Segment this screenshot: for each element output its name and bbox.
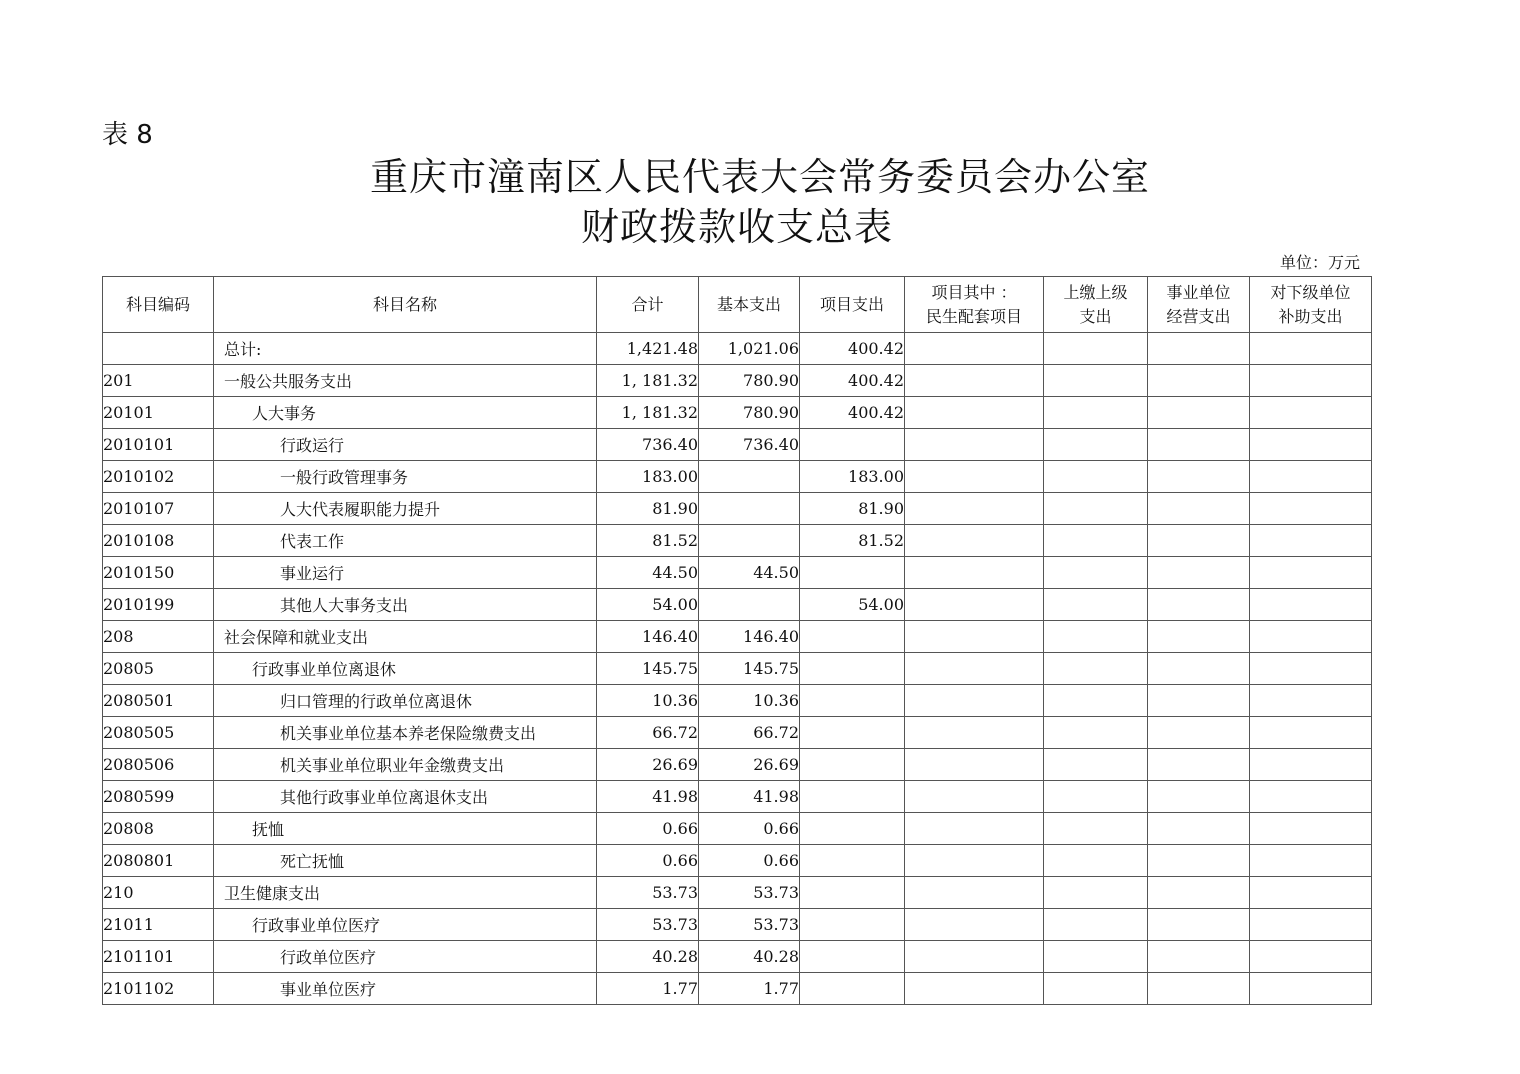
cell-total: 183.00 xyxy=(597,461,699,493)
cell-upper xyxy=(1044,973,1148,1005)
cell-code: 20805 xyxy=(103,653,214,685)
cell-total: 0.66 xyxy=(597,813,699,845)
cell-subsidy xyxy=(1250,525,1372,557)
cell-project xyxy=(800,941,905,973)
cell-total: 54.00 xyxy=(597,589,699,621)
cell-business xyxy=(1148,397,1250,429)
cell-subsidy xyxy=(1250,493,1372,525)
table-row xyxy=(103,621,1372,653)
cell-business xyxy=(1148,685,1250,717)
cell-total: 26.69 xyxy=(597,749,699,781)
cell-code: 2080505 xyxy=(103,717,214,749)
cell-upper xyxy=(1044,525,1148,557)
cell-total: 53.73 xyxy=(597,909,699,941)
cell-upper xyxy=(1044,845,1148,877)
cell-livelihood xyxy=(905,493,1044,525)
cell-project: 400.42 xyxy=(800,397,905,429)
cell-subsidy xyxy=(1250,973,1372,1005)
cell-business xyxy=(1148,493,1250,525)
cell-livelihood xyxy=(905,397,1044,429)
cell-upper xyxy=(1044,461,1148,493)
cell-livelihood xyxy=(905,813,1044,845)
cell-basic xyxy=(699,525,800,557)
table-row xyxy=(103,397,1372,429)
cell-upper xyxy=(1044,685,1148,717)
cell-upper xyxy=(1044,653,1148,685)
cell-name: 行政单位医疗 xyxy=(214,941,597,973)
table-row xyxy=(103,653,1372,685)
cell-code: 2010199 xyxy=(103,589,214,621)
page-title: 重庆市潼南区人民代表大会常务委员会办公室 xyxy=(369,155,1150,199)
cell-name: 人大代表履职能力提升 xyxy=(214,493,597,525)
header-upper-line2: 支出 xyxy=(1079,306,1112,326)
cell-name: 行政运行 xyxy=(214,429,597,461)
cell-basic xyxy=(699,589,800,621)
cell-livelihood xyxy=(905,781,1044,813)
table-row xyxy=(103,717,1372,749)
cell-name: 一般公共服务支出 xyxy=(214,365,597,397)
cell-name: 其他人大事务支出 xyxy=(214,589,597,621)
cell-total: 40.28 xyxy=(597,941,699,973)
cell-business xyxy=(1148,429,1250,461)
cell-livelihood xyxy=(905,845,1044,877)
cell-livelihood xyxy=(905,877,1044,909)
table-row xyxy=(103,813,1372,845)
cell-name: 抚恤 xyxy=(214,813,597,845)
header-code: 科目编码 xyxy=(103,277,214,333)
cell-name: 死亡抚恤 xyxy=(214,845,597,877)
cell-project xyxy=(800,781,905,813)
cell-basic: 26.69 xyxy=(699,749,800,781)
cell-upper xyxy=(1044,877,1148,909)
cell-name: 卫生健康支出 xyxy=(214,877,597,909)
cell-livelihood xyxy=(905,717,1044,749)
cell-upper xyxy=(1044,589,1148,621)
cell-project xyxy=(800,813,905,845)
cell-subsidy xyxy=(1250,941,1372,973)
header-subsidy xyxy=(1250,277,1372,333)
header-name: 科目名称 xyxy=(214,277,597,333)
header-row xyxy=(103,277,1372,333)
cell-total: 41.98 xyxy=(597,781,699,813)
table-row xyxy=(103,909,1372,941)
cell-upper xyxy=(1044,493,1148,525)
cell-name: 总计: xyxy=(214,333,597,365)
cell-code: 2010101 xyxy=(103,429,214,461)
header-livelihood-line2: 民生配套项目 xyxy=(925,306,1022,326)
cell-subsidy xyxy=(1250,333,1372,365)
cell-livelihood xyxy=(905,941,1044,973)
cell-name: 人大事务 xyxy=(214,397,597,429)
table-row xyxy=(103,685,1372,717)
cell-subsidy xyxy=(1250,653,1372,685)
cell-total: 0.66 xyxy=(597,845,699,877)
cell-total: 1,421.48 xyxy=(597,333,699,365)
cell-name: 机关事业单位基本养老保险缴费支出 xyxy=(214,717,597,749)
cell-business xyxy=(1148,717,1250,749)
cell-basic: 40.28 xyxy=(699,941,800,973)
cell-basic: 780.90 xyxy=(699,397,800,429)
cell-basic: 44.50 xyxy=(699,557,800,589)
cell-basic xyxy=(699,461,800,493)
cell-code: 201 xyxy=(103,365,214,397)
cell-name: 行政事业单位医疗 xyxy=(214,909,597,941)
cell-livelihood xyxy=(905,909,1044,941)
cell-total: 44.50 xyxy=(597,557,699,589)
cell-project xyxy=(800,973,905,1005)
table-row xyxy=(103,333,1372,365)
table-body xyxy=(103,333,1372,1005)
cell-subsidy xyxy=(1250,781,1372,813)
table-number: 表 8 xyxy=(102,120,153,150)
cell-livelihood xyxy=(905,333,1044,365)
table-row xyxy=(103,461,1372,493)
cell-upper xyxy=(1044,397,1148,429)
cell-basic: 146.40 xyxy=(699,621,800,653)
cell-name: 社会保障和就业支出 xyxy=(214,621,597,653)
cell-subsidy xyxy=(1250,845,1372,877)
cell-code: 2101102 xyxy=(103,973,214,1005)
header-upper xyxy=(1044,277,1148,333)
cell-basic: 41.98 xyxy=(699,781,800,813)
cell-business xyxy=(1148,909,1250,941)
cell-code: 2080501 xyxy=(103,685,214,717)
cell-upper xyxy=(1044,557,1148,589)
cell-code: 21011 xyxy=(103,909,214,941)
cell-project: 183.00 xyxy=(800,461,905,493)
cell-subsidy xyxy=(1250,557,1372,589)
cell-business xyxy=(1148,589,1250,621)
cell-livelihood xyxy=(905,621,1044,653)
cell-basic: 145.75 xyxy=(699,653,800,685)
cell-business xyxy=(1148,877,1250,909)
cell-total: 53.73 xyxy=(597,877,699,909)
cell-basic: 10.36 xyxy=(699,685,800,717)
header-business-line1: 事业单位 xyxy=(1166,282,1231,302)
cell-project xyxy=(800,621,905,653)
cell-livelihood xyxy=(905,365,1044,397)
cell-total: 10.36 xyxy=(597,685,699,717)
cell-total: 81.52 xyxy=(597,525,699,557)
table-row xyxy=(103,877,1372,909)
cell-project: 81.90 xyxy=(800,493,905,525)
cell-subsidy xyxy=(1250,909,1372,941)
cell-business xyxy=(1148,781,1250,813)
cell-livelihood xyxy=(905,461,1044,493)
table-row xyxy=(103,973,1372,1005)
cell-code: 2080801 xyxy=(103,845,214,877)
cell-upper xyxy=(1044,365,1148,397)
cell-subsidy xyxy=(1250,877,1372,909)
cell-total: 146.40 xyxy=(597,621,699,653)
cell-total: 1.77 xyxy=(597,973,699,1005)
unit-label: 单位：万元 xyxy=(1279,253,1360,272)
cell-basic: 66.72 xyxy=(699,717,800,749)
cell-name: 事业单位医疗 xyxy=(214,973,597,1005)
cell-project xyxy=(800,909,905,941)
cell-basic: 1,021.06 xyxy=(699,333,800,365)
table-row xyxy=(103,557,1372,589)
cell-project: 400.42 xyxy=(800,333,905,365)
cell-basic: 53.73 xyxy=(699,877,800,909)
cell-basic: 0.66 xyxy=(699,813,800,845)
cell-project xyxy=(800,429,905,461)
cell-basic: 0.66 xyxy=(699,845,800,877)
cell-project xyxy=(800,685,905,717)
cell-name: 事业运行 xyxy=(214,557,597,589)
cell-upper xyxy=(1044,717,1148,749)
cell-code: 2010107 xyxy=(103,493,214,525)
table-row xyxy=(103,429,1372,461)
cell-code: 210 xyxy=(103,877,214,909)
cell-project xyxy=(800,749,905,781)
cell-code: 2080599 xyxy=(103,781,214,813)
cell-code: 2010102 xyxy=(103,461,214,493)
cell-business xyxy=(1148,621,1250,653)
cell-subsidy xyxy=(1250,749,1372,781)
cell-name: 一般行政管理事务 xyxy=(214,461,597,493)
cell-subsidy xyxy=(1250,621,1372,653)
cell-code: 208 xyxy=(103,621,214,653)
cell-subsidy xyxy=(1250,717,1372,749)
cell-code: 2010150 xyxy=(103,557,214,589)
cell-business xyxy=(1148,557,1250,589)
cell-business xyxy=(1148,813,1250,845)
cell-basic: 736.40 xyxy=(699,429,800,461)
table-row xyxy=(103,493,1372,525)
header-business xyxy=(1148,277,1250,333)
cell-subsidy xyxy=(1250,429,1372,461)
cell-upper xyxy=(1044,429,1148,461)
cell-total: 1, 181.32 xyxy=(597,397,699,429)
cell-business xyxy=(1148,749,1250,781)
header-livelihood-line1: 项目其中 ： xyxy=(931,282,1017,302)
cell-total: 66.72 xyxy=(597,717,699,749)
cell-project xyxy=(800,653,905,685)
cell-subsidy xyxy=(1250,589,1372,621)
cell-code: 2101101 xyxy=(103,941,214,973)
table-row xyxy=(103,845,1372,877)
header-basic: 基本支出 xyxy=(699,277,800,333)
cell-code xyxy=(103,333,214,365)
cell-business xyxy=(1148,365,1250,397)
table-row xyxy=(103,749,1372,781)
cell-basic: 53.73 xyxy=(699,909,800,941)
cell-name: 代表工作 xyxy=(214,525,597,557)
cell-name: 归口管理的行政单位离退休 xyxy=(214,685,597,717)
cell-subsidy xyxy=(1250,813,1372,845)
cell-name: 机关事业单位职业年金缴费支出 xyxy=(214,749,597,781)
cell-name: 行政事业单位离退休 xyxy=(214,653,597,685)
cell-upper xyxy=(1044,621,1148,653)
cell-upper xyxy=(1044,333,1148,365)
cell-upper xyxy=(1044,781,1148,813)
cell-basic: 1.77 xyxy=(699,973,800,1005)
cell-project: 400.42 xyxy=(800,365,905,397)
cell-basic: 780.90 xyxy=(699,365,800,397)
budget-table xyxy=(102,276,1372,1005)
cell-livelihood xyxy=(905,525,1044,557)
cell-project: 54.00 xyxy=(800,589,905,621)
table-row xyxy=(103,941,1372,973)
cell-basic xyxy=(699,493,800,525)
cell-livelihood xyxy=(905,429,1044,461)
table-row xyxy=(103,781,1372,813)
cell-business xyxy=(1148,653,1250,685)
cell-livelihood xyxy=(905,685,1044,717)
table-row xyxy=(103,525,1372,557)
table-row xyxy=(103,365,1372,397)
cell-total: 81.90 xyxy=(597,493,699,525)
header-total: 合计 xyxy=(597,277,699,333)
page-subtitle: 财政拨款收支总表 xyxy=(580,205,893,249)
cell-livelihood xyxy=(905,653,1044,685)
header-project: 项目支出 xyxy=(800,277,905,333)
header-livelihood xyxy=(905,277,1044,333)
cell-project xyxy=(800,557,905,589)
cell-business xyxy=(1148,461,1250,493)
cell-code: 2080506 xyxy=(103,749,214,781)
cell-code: 2010108 xyxy=(103,525,214,557)
cell-project xyxy=(800,717,905,749)
cell-livelihood xyxy=(905,749,1044,781)
table-row xyxy=(103,589,1372,621)
cell-upper xyxy=(1044,749,1148,781)
cell-upper xyxy=(1044,909,1148,941)
cell-livelihood xyxy=(905,557,1044,589)
cell-project: 81.52 xyxy=(800,525,905,557)
cell-project xyxy=(800,877,905,909)
cell-total: 1, 181.32 xyxy=(597,365,699,397)
cell-name: 其他行政事业单位离退休支出 xyxy=(214,781,597,813)
cell-business xyxy=(1148,941,1250,973)
cell-upper xyxy=(1044,813,1148,845)
cell-subsidy xyxy=(1250,461,1372,493)
cell-business xyxy=(1148,973,1250,1005)
cell-total: 145.75 xyxy=(597,653,699,685)
cell-subsidy xyxy=(1250,365,1372,397)
header-subsidy-line1: 对下级单位 xyxy=(1270,282,1351,302)
cell-subsidy xyxy=(1250,397,1372,429)
header-business-line2: 经营支出 xyxy=(1166,306,1231,326)
cell-code: 20808 xyxy=(103,813,214,845)
cell-business xyxy=(1148,845,1250,877)
cell-total: 736.40 xyxy=(597,429,699,461)
header-upper-line1: 上缴上级 xyxy=(1063,282,1128,302)
header-subsidy-line2: 补助支出 xyxy=(1278,306,1343,326)
cell-subsidy xyxy=(1250,685,1372,717)
cell-code: 20101 xyxy=(103,397,214,429)
cell-livelihood xyxy=(905,589,1044,621)
cell-project xyxy=(800,845,905,877)
cell-business xyxy=(1148,333,1250,365)
cell-upper xyxy=(1044,941,1148,973)
cell-livelihood xyxy=(905,973,1044,1005)
cell-business xyxy=(1148,525,1250,557)
